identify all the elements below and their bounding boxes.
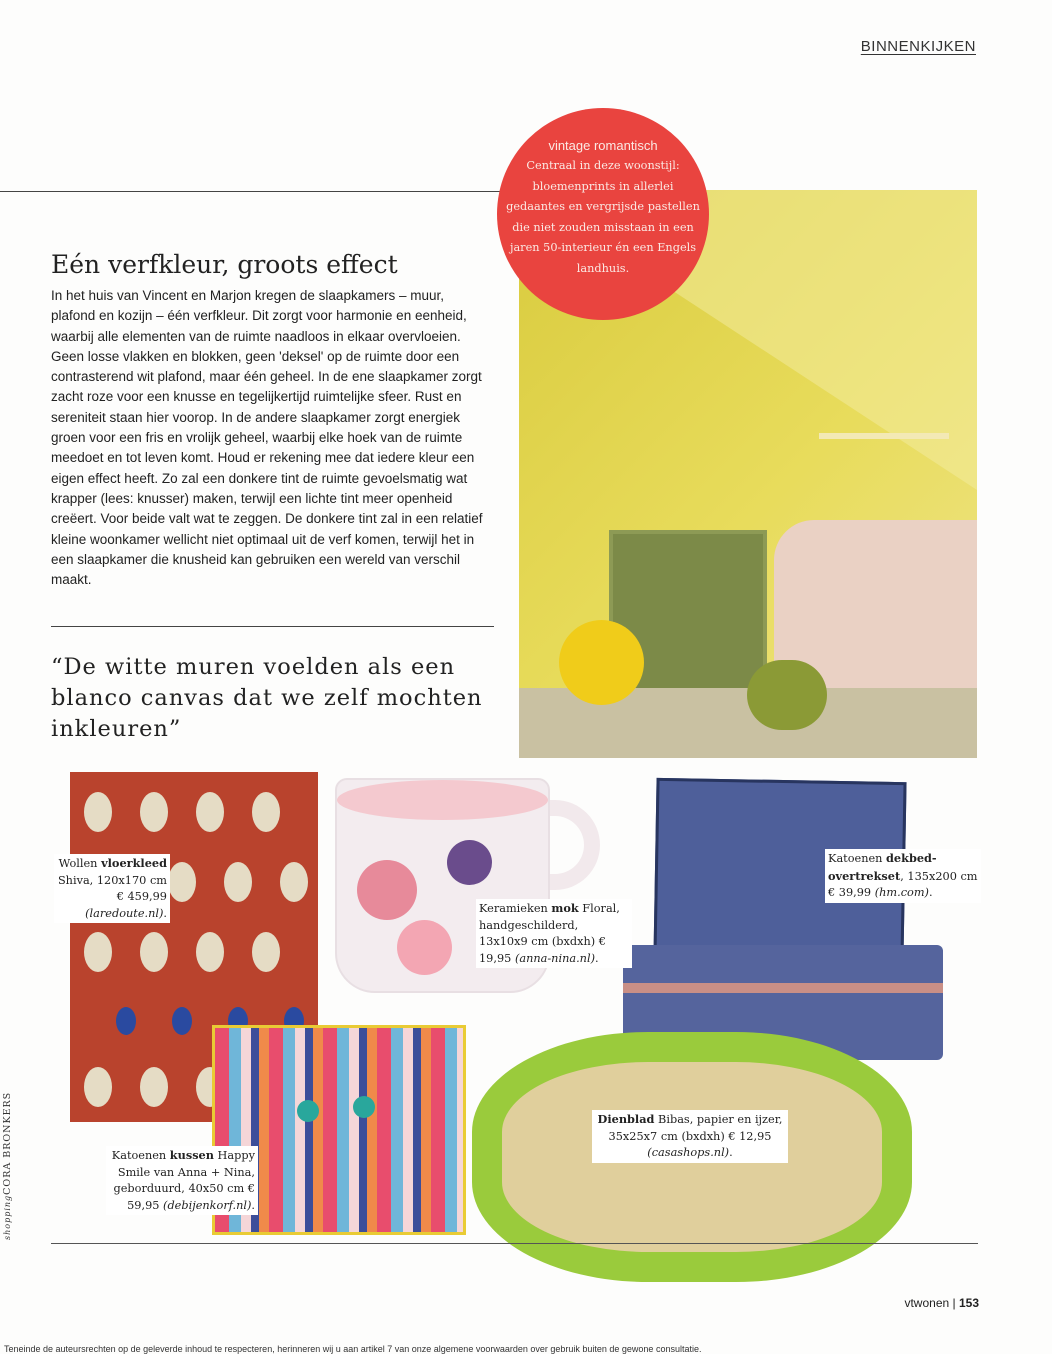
page-footer: vtwonen | 153 bbox=[904, 1296, 979, 1310]
copyright-disclaimer: Teneinde de auteursrechten op de geleverde inhoud te respecteren, herinneren wij u aan artikel 7 van onze algemene voorwaarden over gebruik buiten de gewone consultatie. bbox=[4, 1344, 702, 1354]
mug-handle bbox=[545, 800, 600, 890]
bottom-divider bbox=[51, 1243, 978, 1244]
duvet-caption: Katoenen dekbed-overtrekset, 135x200 cm € 39,99 (hm.com). bbox=[825, 849, 981, 903]
pull-quote: “De witte muren voelden als een blanco canvas dat we zelf mochten inkleuren” bbox=[51, 654, 483, 742]
quote-divider bbox=[51, 626, 494, 627]
mug-caption: Keramieken mok Floral, handgeschilderd, 13x10x9 cm (bxdxh) € 19,95 (anna-nina.nl). bbox=[476, 899, 632, 968]
style-bubble bbox=[497, 108, 709, 320]
rug-caption: Wollen vloerkleed Shiva, 120x170 cm € 459,99 (laredoute.nl). bbox=[54, 854, 170, 923]
magazine-brand: vtwonen bbox=[904, 1296, 950, 1310]
section-label: BINNENKIJKEN bbox=[860, 38, 976, 55]
article-body: In het huis van Vincent en Marjon kregen de slaapkamers – muur, plafond en kozijn – één verfkleur. Dit zorgt voor harmonie en eenheid, waarbij alle elementen van de ruimte naadloos in elkaar overvloeien. Geen losse vlakken en blokken, geen 'deksel' op de ruimte door een contrasterend wit plafond, maar één geheel. In de ene slaapkamer zorgt zacht roze voor een knusse en tegelijkertijd ruimtelijke sfeer. Rust en sereniteit staan hier voorop. In de andere slaapkamer zorgt energiek groen voor een fris en vrolijk geheel, waarbij elke hoek van de ruimte meedoet en tot leven komt. Houd er rekening mee dat iedere kleur een eigen effect heeft. Zo zal een donkere tint de ruimte gevoelsmatig wat krapper (lees: knusser) maken, terwijl een lichte tint meer openheid creëert. Voor beide valt wat te zeggen. De donkere tint zal in een relatief kleine woonkamer wellicht niet optimaal uit de verf komen, terwijl het in een slaapkamer die knusheid kan gebruiken een wereld van verschil maakt. bbox=[51, 288, 483, 588]
photo-credit: shoppingCORA BRONKERS bbox=[2, 1091, 13, 1240]
bubble-tag: vintage romantisch bbox=[548, 138, 658, 153]
top-divider bbox=[0, 191, 520, 192]
tray-caption: Dienblad Bibas, papier en ijzer, 35x25x7 cm (bxdxh) € 12,95 (casashops.nl). bbox=[592, 1110, 788, 1163]
cushion-caption: Katoenen kussen Happy Smile van Anna + Nina, geborduurd, 40x50 cm € 59,95 (debijenkorf.nl). bbox=[106, 1146, 258, 1215]
bubble-text: Centraal in deze woonstijl: bloemenprints in allerlei gedaantes en vergrijsde pastellen die niet zouden misstaan in een jaren 50-interieur én een Engels landhuis. bbox=[506, 159, 700, 275]
article-headline: Eén verfkleur, groots effect bbox=[51, 250, 398, 279]
page-number: 153 bbox=[958, 1296, 979, 1310]
